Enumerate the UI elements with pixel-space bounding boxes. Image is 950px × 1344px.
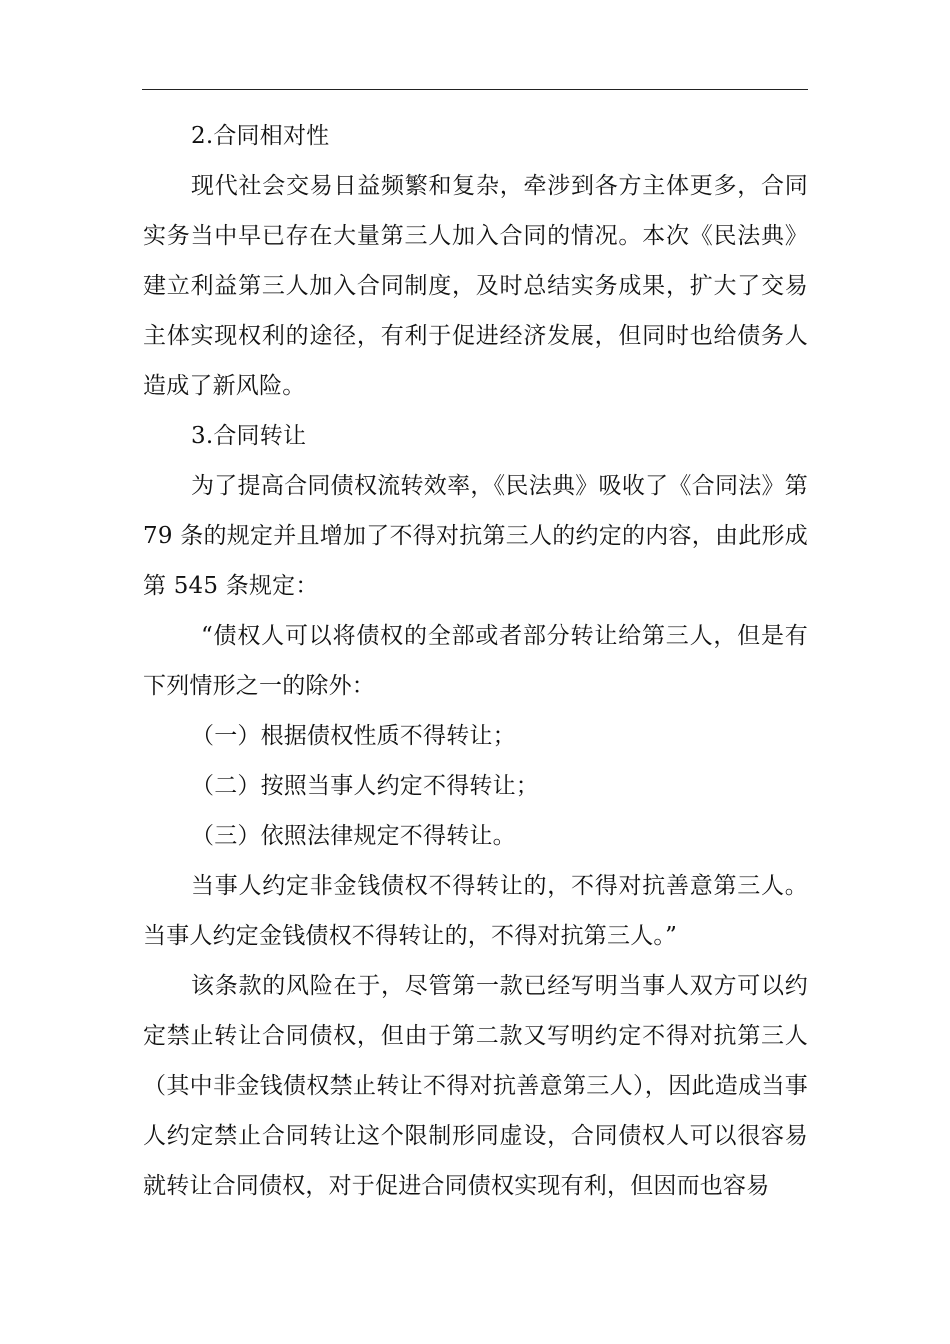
section-heading-contract-transfer: 3.合同转让	[191, 423, 307, 449]
page-body	[143, 111, 808, 1211]
section-heading-contract-relativity: 2.合同相对性	[191, 123, 330, 149]
paragraph-third-party: 现代社会交易日益频繁和复杂，牵涉到各方主体更多，合同实务当中早已存在大量第三人加入合同的情况。本次《民法典》建立利益第三人加入合同制度，及时总结实务成果，扩大了交易主体实现权利的途径，有利于促进经济发展，但同时也给债务人造成了新风险。	[143, 173, 808, 399]
list-item-1: （一）根据债权性质不得转让；	[191, 723, 516, 749]
header-rule	[142, 89, 808, 90]
list-item-3: （三）依照法律规定不得转让。	[191, 823, 516, 849]
list-item-2: （二）按照当事人约定不得转让；	[191, 773, 539, 799]
paragraph-risk-analysis: 该条款的风险在于，尽管第一款已经写明当事人双方可以约定禁止转让合同债权，但由于第二款又写明约定不得对抗第三人（其中非金钱债权禁止转让不得对抗善意第三人），因此造成当事人约定禁止合同转让这个限制形同虚设，合同债权人可以很容易就转让合同债权，对于促进合同债权实现有利，但因而也容易	[143, 973, 808, 1199]
paragraph-article-545-intro: 为了提高合同债权流转效率，《民法典》吸收了《合同法》第 79 条的规定并且增加了不得对抗第三人的约定的内容，由此形成第 545 条规定：	[143, 473, 808, 599]
quote-article-545: “债权人可以将债权的全部或者部分转让给第三人，但是有下列情形之一的除外：	[143, 623, 808, 699]
paragraph-quote-second-clause: 当事人约定非金钱债权不得转让的，不得对抗善意第三人。当事人约定金钱债权不得转让的，不得对抗第三人。”	[143, 873, 808, 949]
